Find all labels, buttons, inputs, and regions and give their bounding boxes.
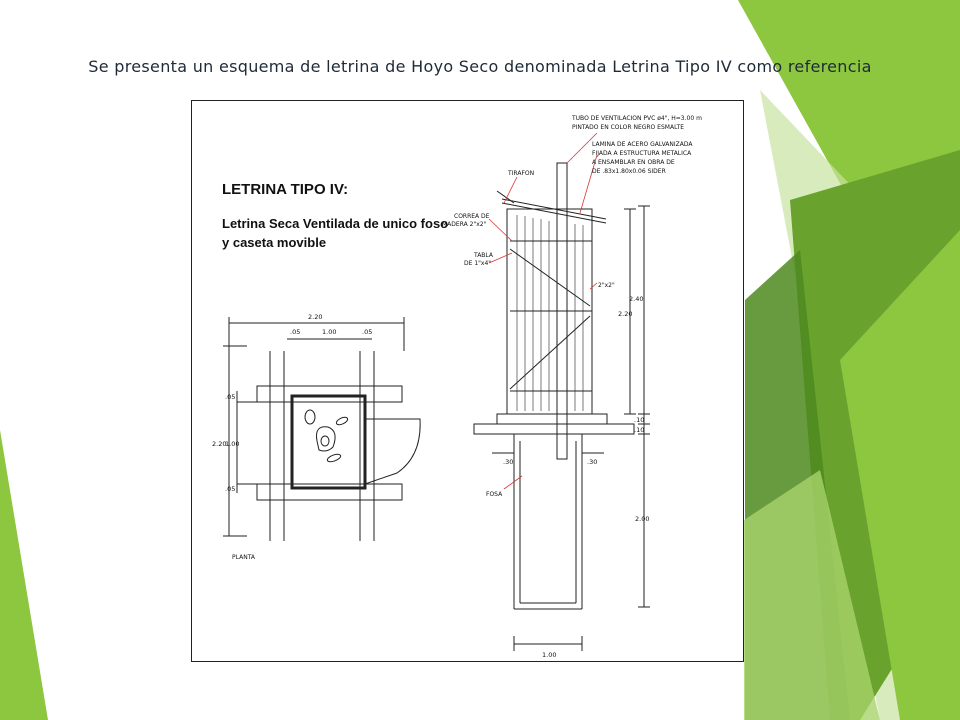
- section-dim-wall-height: 2.20: [618, 310, 633, 318]
- section-dim-total-height: 2.40: [629, 295, 644, 303]
- plan-dim-left-margin: .05: [290, 328, 301, 336]
- note-vent-2: PINTADO EN COLOR NEGRO ESMALTE: [572, 124, 685, 131]
- plan-dim-center: 1.00: [322, 328, 337, 336]
- note-pit: FOSA: [486, 491, 503, 498]
- plan-dim-overall-height: 2.20: [212, 440, 227, 448]
- note-beam: TIRAFON: [508, 170, 535, 177]
- section-dim-slab-top: .10: [634, 416, 645, 424]
- section-view: [474, 133, 650, 651]
- plan-view: [223, 317, 420, 541]
- section-dim-slab-bottom: .10: [634, 426, 645, 434]
- plan-dim-bottom-margin: .05: [225, 485, 236, 493]
- slide-title: Se presenta un esquema de letrina de Hoyo Seco denominada Letrina Tipo IV como referencia: [88, 57, 872, 76]
- latrine-drawing: [191, 100, 744, 662]
- plan-dim-overall-width: 2.20: [308, 313, 323, 321]
- section-dim-pit-width: 1.00: [542, 651, 557, 659]
- note-sheet-1: LAMINA DE ACERO GALVANIZADA: [592, 141, 693, 148]
- note-board-2: DE 1"x4": [464, 260, 492, 267]
- note-sheet-2: FIJADA A ESTRUCTURA METALICA: [592, 150, 692, 157]
- note-strap-2: MADERA 2"x2": [442, 221, 487, 228]
- note-strap-1: CORREA DE: [454, 213, 490, 220]
- plan-label: PLANTA: [232, 554, 255, 561]
- plan-dim-inner-height: 1.00: [225, 440, 240, 448]
- section-dim-side-left: .30: [503, 458, 514, 466]
- note-sheet-3: A ENSAMBLAR EN OBRA DE: [592, 159, 675, 166]
- note-vent-1: TUBO DE VENTILACION PVC ø4", H=3.00 m: [572, 115, 702, 122]
- note-sheet-4: DE .83x1.80x0.06 SIDER: [592, 168, 666, 175]
- plan-dim-top-margin: .05: [225, 393, 236, 401]
- note-brace: 2"x2": [598, 282, 615, 289]
- drawing-heading: LETRINA TIPO IV:: [222, 181, 349, 198]
- section-dim-side-right: .30: [587, 458, 598, 466]
- drawing-subtitle-1: Letrina Seca Ventilada de unico foso: [222, 216, 449, 231]
- latrine-blueprint: [192, 101, 745, 663]
- note-board-1: TABLA: [474, 252, 494, 259]
- green-left-strip: [0, 430, 48, 720]
- drawing-subtitle-2: y caseta movible: [222, 235, 327, 250]
- plan-dim-right-margin: .05: [362, 328, 373, 336]
- section-dim-pit-depth: 2.00: [635, 515, 650, 523]
